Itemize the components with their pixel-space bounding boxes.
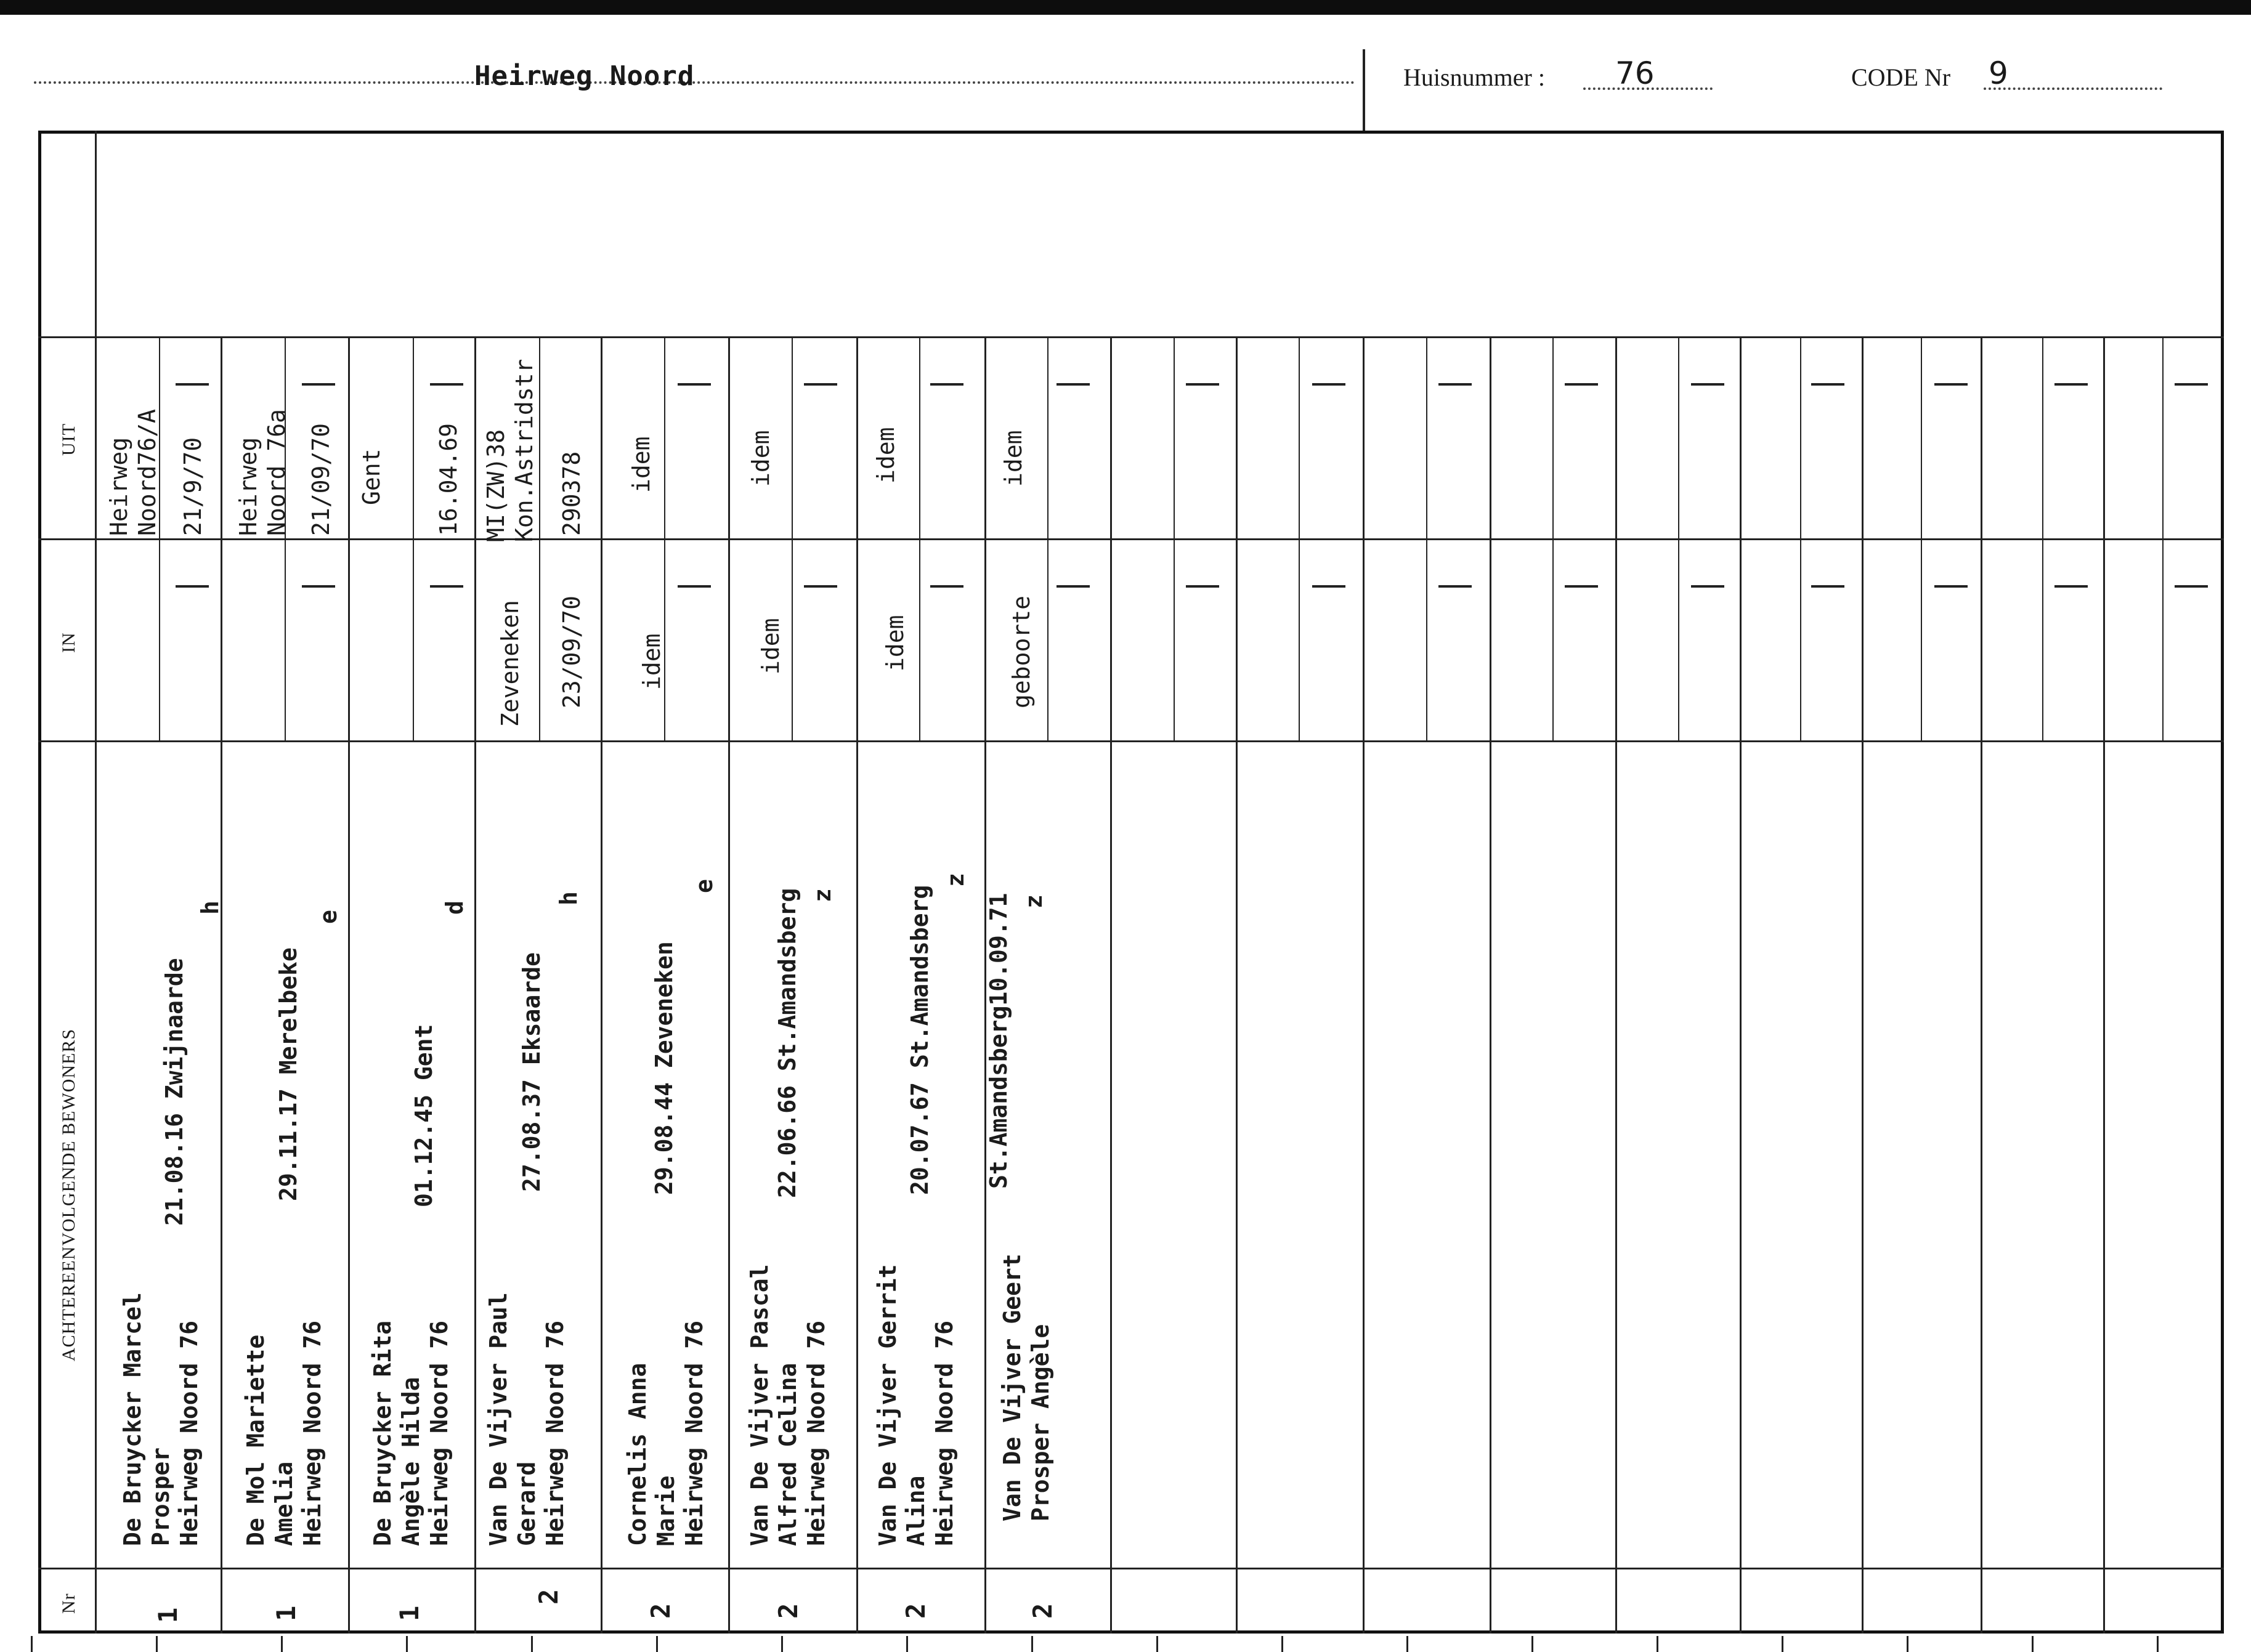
empty-dash	[1312, 585, 1345, 588]
empty-dash	[930, 585, 963, 588]
street-dotted-line	[34, 81, 1355, 84]
empty-dash	[678, 585, 711, 588]
empty-dash	[1057, 383, 1090, 386]
empty-dash	[302, 585, 335, 588]
scan-top-border	[0, 0, 2251, 15]
empty-dash	[1934, 585, 1968, 588]
date-subcolumn-separator	[1678, 538, 1679, 740]
empty-dash	[1691, 383, 1724, 386]
uit-place: idem	[1000, 430, 1027, 487]
ruler-tick	[1657, 1636, 1658, 1652]
row-separator	[2103, 336, 2105, 1634]
empty-dash	[1186, 585, 1219, 588]
row-separator	[1363, 336, 1365, 1634]
in-top-line	[38, 538, 2224, 540]
bewoners-top-line	[38, 740, 2224, 742]
birth-date-place: 22.06.66 St.Amandsberg	[774, 888, 801, 1198]
ruler-tick	[906, 1636, 908, 1652]
uit-place: Heirweg Noord76/A	[105, 409, 161, 536]
empty-dash	[930, 383, 963, 386]
empty-dash	[678, 383, 711, 386]
empty-dash	[176, 383, 209, 386]
empty-dash	[2054, 585, 2088, 588]
ruler-tick	[1531, 1636, 1533, 1652]
date-subcolumn-separator	[1921, 538, 1922, 740]
uit-date: 21/09/70	[307, 423, 335, 536]
row-separator	[1862, 336, 1864, 1634]
date-subcolumn-separator	[664, 336, 665, 538]
empty-dash	[1565, 383, 1598, 386]
date-subcolumn-separator	[1800, 538, 1801, 740]
row-separator	[728, 336, 730, 1634]
header-divider	[1363, 49, 1365, 132]
row-separator	[348, 336, 350, 1634]
row-separator	[856, 336, 858, 1634]
in-place: idem	[757, 618, 784, 674]
empty-dash	[1438, 585, 1472, 588]
date-subcolumn-separator	[919, 538, 920, 740]
ruler-tick	[1907, 1636, 1908, 1652]
household-nr: 2	[773, 1603, 803, 1619]
date-subcolumn-separator	[1426, 336, 1427, 538]
empty-dash	[804, 585, 837, 588]
uit-place: Heirweg Noord 76a	[235, 409, 290, 536]
date-subcolumn-separator	[539, 336, 540, 538]
empty-dash	[1186, 383, 1219, 386]
row-separator	[1740, 336, 1742, 1634]
uit-place: idem	[628, 436, 655, 493]
birth-date-place: 29.11.17 Merelbeke	[275, 947, 302, 1201]
uit-date: 21/9/70	[179, 437, 206, 536]
date-subcolumn-separator	[919, 336, 920, 538]
date-subcolumn-separator	[2162, 336, 2164, 538]
date-subcolumn-separator	[539, 538, 540, 740]
relation-code: h	[555, 891, 582, 905]
in-date: 23/09/70	[558, 595, 585, 708]
date-subcolumn-separator	[1921, 336, 1922, 538]
uit-place: idem	[872, 427, 899, 484]
birth-date-place: 01.12.45 Gent	[410, 1024, 437, 1207]
code-dotted-line	[1984, 87, 2162, 90]
row-separator	[221, 336, 222, 1634]
ruler-tick	[156, 1636, 158, 1652]
birth-date-place: 27.08.37 Eksaarde	[518, 952, 545, 1192]
relation-code: z	[809, 888, 836, 902]
empty-dash	[1811, 585, 1844, 588]
empty-dash	[1565, 585, 1598, 588]
code-value: 9	[1989, 55, 2008, 91]
ruler-tick	[281, 1636, 283, 1652]
relation-code: h	[197, 901, 224, 915]
household-nr: 2	[1028, 1603, 1058, 1619]
street-name: Heirweg Noord	[474, 60, 695, 92]
ruler-tick	[656, 1636, 658, 1652]
empty-dash	[2175, 585, 2208, 588]
in-place: idem	[638, 633, 665, 690]
in-place: geboorte	[1008, 595, 1035, 708]
bewoners-label: ACHTEREENVOLGENDE BEWONERS	[59, 1028, 79, 1361]
code-label: CODE Nr	[1851, 63, 1951, 91]
birth-date-place: 29.08.44 Zeveneken	[651, 941, 678, 1195]
ruler-tick	[1031, 1636, 1033, 1652]
ruler-tick	[406, 1636, 408, 1652]
date-subcolumn-separator	[2042, 336, 2043, 538]
date-subcolumn-separator	[792, 538, 793, 740]
household-nr: 2	[901, 1603, 931, 1619]
uit-date: 16.04.69	[435, 423, 462, 536]
ruler-tick	[1156, 1636, 1158, 1652]
date-subcolumn-separator	[1047, 336, 1048, 538]
empty-dash	[176, 585, 209, 588]
date-subcolumn-separator	[1174, 538, 1175, 740]
birth-date-place: 20.07.67 St.Amandsberg	[906, 885, 933, 1195]
relation-code: e	[315, 910, 342, 924]
empty-dash	[1934, 383, 1968, 386]
resident-names: Van De Vijver Pascal Alfred Celina Heirweg Noord 76	[746, 1264, 830, 1546]
huisnummer-value: 76	[1615, 55, 1655, 91]
ruler-tick	[2157, 1636, 2159, 1652]
empty-dash	[1811, 383, 1844, 386]
empty-dash	[2175, 383, 2208, 386]
ruler-tick	[531, 1636, 533, 1652]
empty-dash	[1691, 585, 1724, 588]
resident-names: Cornelis Anna Marie Heirweg Noord 76	[624, 1320, 708, 1546]
uit-label: UIT	[59, 423, 79, 456]
date-subcolumn-separator	[413, 336, 414, 538]
empty-dash	[2054, 383, 2088, 386]
date-subcolumn-separator	[1299, 336, 1300, 538]
empty-dash	[1057, 585, 1090, 588]
date-subcolumn-separator	[1426, 538, 1427, 740]
row-separator	[1981, 336, 1982, 1634]
uit-place: Gent	[358, 448, 385, 505]
date-subcolumn-separator	[2162, 538, 2164, 740]
resident-names: De Bruycker Marcel Prosper Heirweg Noord 76	[119, 1292, 203, 1546]
huisnummer-label: Huisnummer :	[1403, 63, 1545, 91]
uit-place: idem	[747, 430, 774, 487]
date-subcolumn-separator	[413, 538, 414, 740]
ruler-tick	[2032, 1636, 2034, 1652]
date-subcolumn-separator	[1800, 336, 1801, 538]
date-subcolumn-separator	[159, 538, 160, 740]
in-place: Zeveneken	[497, 600, 524, 727]
nr-label: Nr	[59, 1593, 79, 1614]
empty-dash	[1312, 383, 1345, 386]
row-separator	[1236, 336, 1238, 1634]
nr-top-line	[38, 1568, 2224, 1569]
date-subcolumn-separator	[1174, 336, 1175, 538]
date-subcolumn-separator	[1678, 336, 1679, 538]
uit-date: 290378	[558, 451, 585, 536]
row-separator	[601, 336, 602, 1634]
household-nr: 1	[271, 1605, 301, 1621]
row-separator	[1110, 336, 1112, 1634]
household-nr: 1	[153, 1607, 183, 1623]
label-column-separator	[95, 131, 97, 1634]
date-subcolumn-separator	[285, 538, 286, 740]
date-subcolumn-separator	[1047, 538, 1048, 740]
in-label: IN	[59, 632, 79, 653]
ruler-tick	[781, 1636, 783, 1652]
relation-code: d	[441, 901, 468, 915]
household-nr: 1	[394, 1605, 424, 1621]
resident-names: De Bruycker Rita Angèle Hilda Heirweg Noord 76	[369, 1320, 453, 1546]
date-subcolumn-separator	[1299, 538, 1300, 740]
register-frame	[38, 131, 2224, 1634]
ruler-tick	[1406, 1636, 1408, 1652]
relation-code: e	[691, 879, 718, 893]
empty-dash	[430, 383, 463, 386]
relation-code: z	[942, 873, 969, 887]
empty-dash	[430, 585, 463, 588]
uit-top-line	[38, 336, 2224, 338]
ruler-tick	[31, 1636, 33, 1652]
household-nr: 2	[533, 1589, 564, 1605]
birth-date-place: 21.08.16 Zwijnaarde	[161, 958, 188, 1226]
uit-place: MI(ZW)38 Kon.Astridstr	[482, 358, 538, 542]
row-separator	[474, 336, 476, 1634]
date-subcolumn-separator	[792, 336, 793, 538]
empty-dash	[1438, 383, 1472, 386]
row-separator	[1490, 336, 1491, 1634]
date-subcolumn-separator	[1552, 336, 1554, 538]
birth-date-place: St.Amandsberg10.09.71	[985, 893, 1012, 1189]
household-nr: 2	[646, 1603, 676, 1619]
ruler-tick	[1782, 1636, 1783, 1652]
ruler-tick	[1281, 1636, 1283, 1652]
row-separator	[1615, 336, 1617, 1634]
date-subcolumn-separator	[2042, 538, 2043, 740]
in-place: idem	[882, 615, 909, 671]
resident-names: De Mol Mariette Amelia Heirweg Noord 76	[242, 1320, 326, 1546]
empty-dash	[804, 383, 837, 386]
resident-names: Van De Vijver Geert Prosper Angèle	[999, 1253, 1054, 1521]
resident-names: Van De Vijver Paul Gerard Heirweg Noord 76	[485, 1292, 569, 1546]
empty-dash	[302, 383, 335, 386]
resident-names: Van De Vijver Gerrit Alina Heirweg Noord 76	[874, 1264, 958, 1546]
date-subcolumn-separator	[1552, 538, 1554, 740]
relation-code: z	[1020, 894, 1047, 909]
